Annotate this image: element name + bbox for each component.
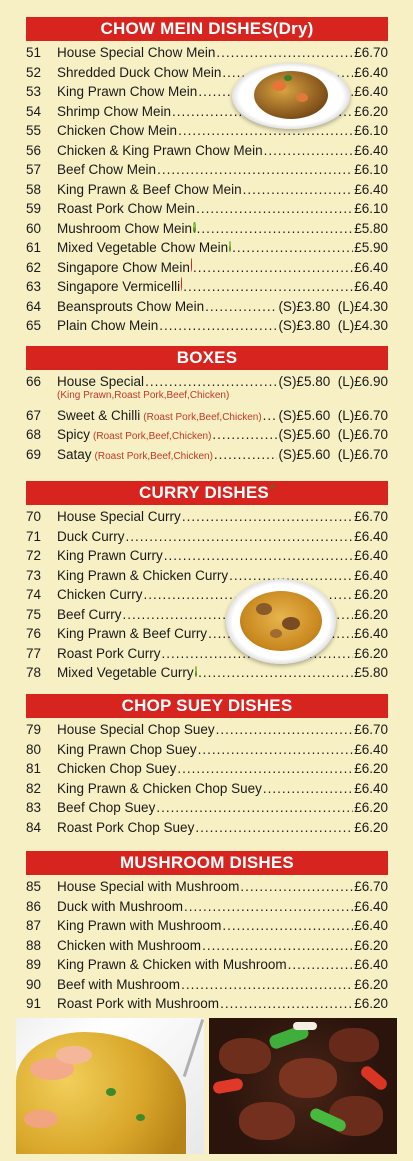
menu-item-row <box>26 180 388 200</box>
leader-dots <box>157 160 353 180</box>
item-name: Satay <box>57 446 92 462</box>
item-number: 71 <box>26 528 42 544</box>
item-price: £6.40 <box>354 898 388 914</box>
item-price: £6.40 <box>354 567 388 583</box>
item-price: £6.20 <box>354 606 388 622</box>
item-name: Chicken Chop Suey <box>57 761 177 776</box>
item-number: 70 <box>26 509 42 524</box>
item-name: Roast Pork Chop Suey <box>57 819 195 835</box>
menu-item-row <box>26 975 388 995</box>
item-name: Chicken Curry <box>57 587 143 602</box>
leader-dots <box>184 897 353 917</box>
menu-item-row <box>26 720 388 740</box>
item-number: 87 <box>26 918 42 933</box>
item-number: 60 <box>26 220 42 236</box>
menu-item-row <box>26 43 388 63</box>
item-number: 67 <box>26 407 42 423</box>
leader-dots <box>205 297 277 317</box>
item-price: £6.20 <box>354 800 388 815</box>
menu-item-row <box>26 897 388 917</box>
item-ingredients: (Roast Pork,Beef,Chicken) <box>93 431 212 442</box>
menu-item-row <box>26 566 388 586</box>
item-number: 52 <box>26 64 42 80</box>
item-number: 75 <box>26 606 42 622</box>
leader-dots <box>177 759 353 779</box>
item-price: £6.40 <box>354 957 388 972</box>
item-number: 81 <box>26 761 42 776</box>
item-number: 69 <box>26 446 42 462</box>
item-number: 58 <box>26 181 42 197</box>
item-price: £6.40 <box>354 741 388 757</box>
leader-dots <box>220 994 353 1014</box>
section-banner <box>26 851 388 875</box>
menu-item-row <box>26 779 388 799</box>
item-number: 68 <box>26 427 42 442</box>
item-price: £6.40 <box>354 548 388 563</box>
item-name: Mixed Vegetable Chow Mein <box>57 240 229 255</box>
menu-item-row <box>26 277 388 297</box>
item-price: £6.70 <box>354 45 388 60</box>
menu-item-row <box>26 258 388 278</box>
item-price: £6.40 <box>354 259 388 275</box>
leader-dots <box>183 277 353 297</box>
item-price: £6.20 <box>354 587 388 602</box>
leader-dots <box>159 316 277 336</box>
item-name: Shredded Duck Chow Mein <box>57 64 222 80</box>
leader-dots <box>288 955 354 975</box>
item-number: 55 <box>26 123 42 138</box>
section-banner <box>26 17 388 41</box>
vegetarian-icon <box>229 241 231 252</box>
item-price: £6.40 <box>354 84 388 99</box>
chili-icon <box>181 277 182 291</box>
section-title: CURRY DISHES <box>139 483 269 502</box>
item-name: King Prawn with Mushroom <box>57 918 222 933</box>
menu-item-row <box>26 585 388 605</box>
curry-photo <box>226 579 336 664</box>
item-number: 57 <box>26 162 42 177</box>
leader-dots <box>198 663 353 683</box>
item-price: £6.20 <box>354 937 388 953</box>
item-name: Mixed Vegetable Curry <box>57 665 194 680</box>
item-price: £6.20 <box>354 103 388 119</box>
item-number: 77 <box>26 645 42 661</box>
leader-dots <box>232 238 353 258</box>
menu-item-row <box>26 818 388 838</box>
item-price: £6.40 <box>354 181 388 197</box>
item-price: (S)£3.80 (L)£4.30 <box>278 298 388 314</box>
leader-dots <box>156 798 353 818</box>
item-name: King Prawn & Beef Chow Mein <box>57 181 242 197</box>
leader-dots <box>196 199 353 219</box>
item-name: King Prawn & Chicken Chop Suey <box>57 780 262 796</box>
item-ingredients: (King Prawn,Roast Pork,Beef,Chicken) <box>57 389 230 401</box>
item-name: Duck Curry <box>57 528 125 544</box>
item-number: 89 <box>26 957 42 972</box>
item-price: £6.20 <box>354 996 388 1011</box>
item-price: £6.10 <box>354 201 388 216</box>
item-number: 90 <box>26 976 42 992</box>
item-ingredients: (Roast Pork,Beef,Chicken) <box>143 411 262 423</box>
item-price: £6.40 <box>354 528 388 544</box>
section-title: MUSHROOM DISHES <box>120 853 294 872</box>
item-number: 86 <box>26 898 42 914</box>
leader-dots <box>263 779 353 799</box>
item-name: King Prawn & Chicken with Mushroom <box>57 957 287 972</box>
leader-dots <box>193 258 353 278</box>
chili-icon <box>270 485 275 499</box>
item-number: 62 <box>26 259 42 275</box>
leader-dots <box>202 936 353 956</box>
leader-dots <box>182 507 353 527</box>
item-number: 74 <box>26 587 42 602</box>
leader-dots <box>198 740 354 760</box>
item-name: Singapore Vermicelli <box>57 279 181 294</box>
menu-item-row <box>26 798 388 818</box>
item-name: Roast Pork Curry <box>57 645 161 661</box>
menu-item-row <box>26 219 388 239</box>
leader-dots <box>264 141 354 161</box>
item-name: Duck with Mushroom <box>57 898 184 914</box>
leader-dots <box>243 180 354 200</box>
menu-item-row <box>26 663 388 683</box>
item-price: £6.40 <box>354 626 388 641</box>
item-number: 53 <box>26 84 42 99</box>
vegetarian-icon <box>193 222 196 233</box>
item-number: 54 <box>26 103 42 119</box>
item-name: Sweet & Chilli <box>57 407 141 423</box>
leader-dots <box>240 877 353 897</box>
item-price: £6.70 <box>354 879 388 894</box>
menu-item-row <box>26 955 388 975</box>
item-number: 82 <box>26 780 42 796</box>
item-price: (S)£5.60 (L)£6.70 <box>278 427 388 442</box>
item-number: 80 <box>26 741 42 757</box>
menu-item-row <box>26 199 388 219</box>
leader-dots <box>263 406 278 426</box>
menu-item-row <box>26 316 388 336</box>
menu-item-row <box>26 121 388 141</box>
leader-dots <box>212 425 277 445</box>
item-number: 61 <box>26 240 42 255</box>
leader-dots <box>195 818 353 838</box>
section-banner <box>26 346 388 370</box>
item-price: £6.70 <box>354 509 388 524</box>
item-name: Chicken & King Prawn Chow Mein <box>57 142 263 158</box>
item-number: 83 <box>26 800 42 815</box>
item-price: £6.20 <box>354 761 388 776</box>
item-number: 72 <box>26 548 42 563</box>
menu-item-row <box>26 527 388 547</box>
item-name: King Prawn Chow Mein <box>57 84 198 99</box>
menu-item-row <box>26 507 388 527</box>
item-name: Beef Chow Mein <box>57 162 157 177</box>
item-number: 65 <box>26 318 42 333</box>
leader-dots <box>164 546 353 566</box>
item-price: £6.20 <box>354 819 388 835</box>
menu-item-row <box>26 644 388 664</box>
item-number: 85 <box>26 879 42 894</box>
item-name: House Special Curry <box>57 509 181 524</box>
item-price: (S)£3.80 (L)£4.30 <box>278 318 388 333</box>
menu-item-row <box>26 406 388 426</box>
item-price: £6.20 <box>354 976 388 992</box>
item-name: Chicken with Mushroom <box>57 937 202 953</box>
item-price: (S)£5.80 (L)£6.90 <box>278 374 388 389</box>
menu-item-row <box>26 994 388 1014</box>
item-name: Roast Pork with Mushroom <box>57 996 220 1011</box>
item-price: £5.80 <box>354 220 388 236</box>
item-number: 91 <box>26 996 42 1011</box>
menu-item-row <box>26 141 388 161</box>
leader-dots <box>197 219 354 239</box>
item-number: 56 <box>26 142 42 158</box>
item-number: 64 <box>26 298 42 314</box>
item-price: £6.70 <box>354 722 388 737</box>
section-banner <box>26 694 388 718</box>
item-name: House Special with Mushroom <box>57 879 240 894</box>
menu-item-row <box>26 445 388 465</box>
item-name: King Prawn & Beef Curry <box>57 626 208 641</box>
item-name: Roast Pork Chow Mein <box>57 201 196 216</box>
item-name: Singapore Chow Mein <box>57 259 190 275</box>
item-number: 79 <box>26 722 42 737</box>
vegetarian-icon <box>195 666 198 677</box>
item-name: Beansprouts Chow Mein <box>57 298 205 314</box>
item-price: £6.40 <box>354 279 388 294</box>
leader-dots <box>214 445 278 465</box>
item-price: £6.10 <box>354 162 388 177</box>
item-number: 84 <box>26 819 42 835</box>
leader-dots <box>216 720 354 740</box>
item-number: 51 <box>26 45 42 60</box>
item-name: Spicy <box>57 427 91 442</box>
item-name: Plain Chow Mein <box>57 318 159 333</box>
menu-item-row <box>26 238 388 258</box>
leader-dots <box>181 975 353 995</box>
item-number: 59 <box>26 201 42 216</box>
item-number: 63 <box>26 279 42 294</box>
menu-item-row <box>26 759 388 779</box>
item-ingredients: (Roast Pork,Beef,Chicken) <box>94 450 213 462</box>
item-name: King Prawn Curry <box>57 548 163 563</box>
menu-item-row <box>26 546 388 566</box>
item-name: King Prawn & Chicken Curry <box>57 567 229 583</box>
item-name: King Prawn Chop Suey <box>57 741 197 757</box>
item-name: Chicken Chow Mein <box>57 123 178 138</box>
item-price: £6.40 <box>354 64 388 80</box>
item-name: House Special Chop Suey <box>57 722 215 737</box>
item-number: 76 <box>26 626 42 641</box>
fried-rice-photo <box>16 1018 204 1154</box>
item-price: £6.40 <box>354 780 388 796</box>
item-price: £5.90 <box>354 240 388 255</box>
section-title: CHOP SUEY DISHES <box>121 696 293 715</box>
menu-item-row <box>26 877 388 897</box>
item-number: 66 <box>26 374 42 389</box>
item-name: Shrimp Chow Mein <box>57 103 172 119</box>
item-name: House Special Chow Mein <box>57 45 216 60</box>
beef-pepper-photo <box>209 1018 397 1154</box>
item-name: Beef Curry <box>57 606 122 622</box>
item-name: Beef Chop Suey <box>57 800 156 815</box>
item-price: £6.10 <box>354 123 388 138</box>
item-price: £6.40 <box>354 918 388 933</box>
leader-dots <box>216 43 353 63</box>
section-banner <box>26 481 388 505</box>
menu-item-row <box>26 160 388 180</box>
menu-item-row <box>26 297 388 317</box>
menu-item-row <box>26 740 388 760</box>
section-title: BOXES <box>176 348 238 367</box>
item-price: (S)£5.60 (L)£6.70 <box>278 446 388 462</box>
chow-mein-photo <box>232 63 350 129</box>
item-name: Beef with Mushroom <box>57 976 181 992</box>
item-number: 88 <box>26 937 42 953</box>
item-name: House Special <box>57 374 145 389</box>
item-price: £6.20 <box>354 645 388 661</box>
section-title: CHOW MEIN DISHES(Dry) <box>100 19 314 38</box>
item-number: 78 <box>26 665 42 680</box>
item-name: Mushroom Chow Mein <box>57 220 193 236</box>
item-price: £6.40 <box>354 142 388 158</box>
chili-icon <box>191 258 192 272</box>
menu-item-row <box>26 916 388 936</box>
item-price: (S)£5.60 (L)£6.70 <box>278 407 388 423</box>
leader-dots <box>222 916 353 936</box>
menu-item-row <box>26 936 388 956</box>
menu-item-row <box>26 425 388 445</box>
item-price: £5.80 <box>354 665 388 680</box>
leader-dots <box>126 527 354 547</box>
item-number: 73 <box>26 567 42 583</box>
